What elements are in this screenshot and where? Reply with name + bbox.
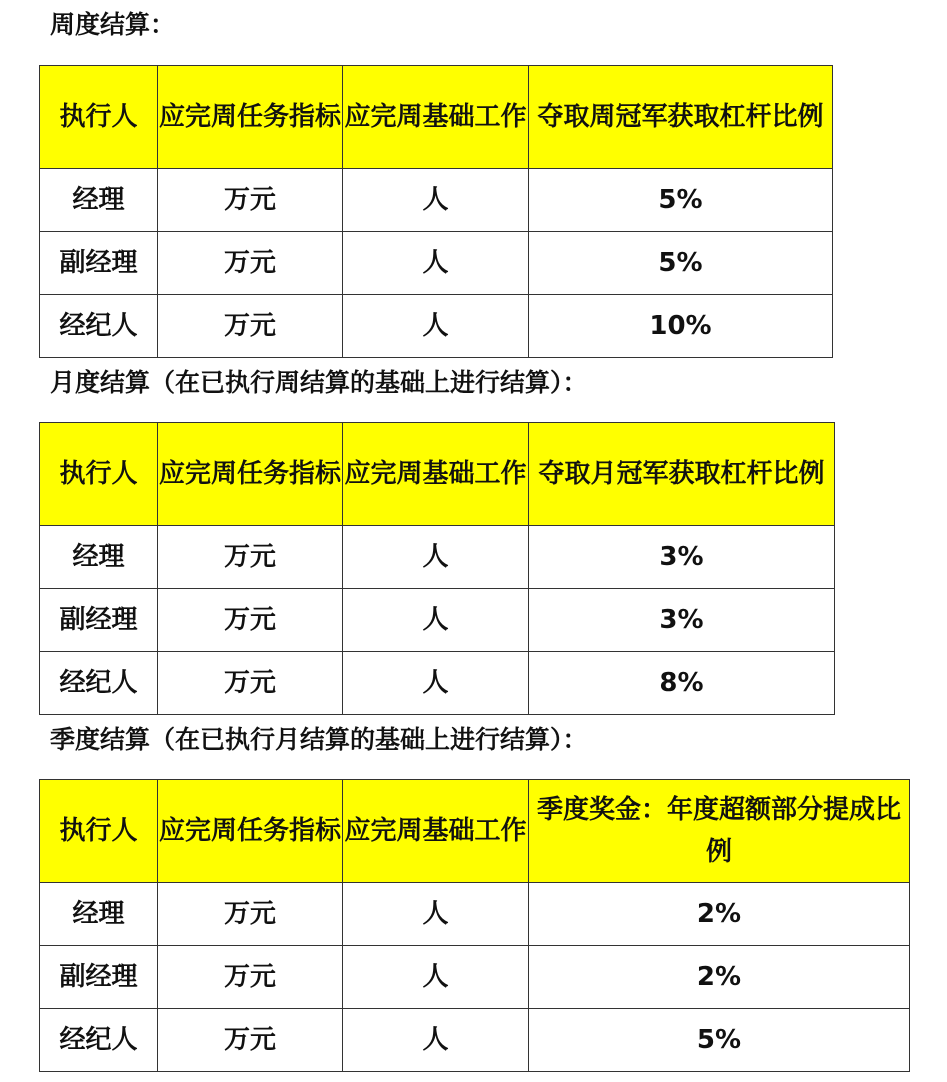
cell-executor: 经纪人 [40,1009,158,1072]
cell-ratio: 3% [529,589,835,652]
header-weekly-task-target: 应完周任务指标 [158,780,343,883]
header-weekly-basic-work: 应完周基础工作 [343,66,529,169]
cell-task-target: 万元 [158,1009,343,1072]
section-title-quarterly: 季度结算（在已执行月结算的基础上进行结算）： [50,725,588,754]
table-row [40,526,835,589]
table-header-row [40,423,835,526]
cell-executor: 经纪人 [40,295,158,358]
header-weekly-basic-work: 应完周基础工作 [343,780,529,883]
cell-basic-work: 人 [343,295,529,358]
header-weekly-task-target: 应完周任务指标 [158,66,343,169]
cell-executor: 副经理 [40,946,158,1009]
cell-basic-work: 人 [343,1009,529,1072]
cell-basic-work: 人 [343,589,529,652]
quarterly-settlement-table [39,779,910,1072]
cell-executor: 经理 [40,526,158,589]
header-weekly-basic-work: 应完周基础工作 [343,423,529,526]
cell-executor: 经理 [40,169,158,232]
section-title-weekly: 周度结算： [50,10,176,39]
cell-task-target: 万元 [158,295,343,358]
monthly-settlement-table [39,422,835,715]
cell-task-target: 万元 [158,526,343,589]
table-row [40,652,835,715]
cell-basic-work: 人 [343,946,529,1009]
table-header-row [40,66,833,169]
header-leverage-ratio: 夺取周冠军获取杠杆比例 [529,66,833,169]
cell-ratio: 3% [529,526,835,589]
cell-executor: 经纪人 [40,652,158,715]
table-row [40,1009,910,1072]
cell-basic-work: 人 [343,232,529,295]
cell-ratio: 5% [529,169,833,232]
cell-executor: 经理 [40,883,158,946]
cell-ratio: 2% [529,883,910,946]
cell-ratio: 8% [529,652,835,715]
cell-ratio: 10% [529,295,833,358]
cell-ratio: 5% [529,1009,910,1072]
header-leverage-ratio: 夺取月冠军获取杠杆比例 [529,423,835,526]
header-weekly-task-target: 应完周任务指标 [158,423,343,526]
cell-executor: 副经理 [40,232,158,295]
cell-task-target: 万元 [158,232,343,295]
cell-basic-work: 人 [343,883,529,946]
cell-task-target: 万元 [158,652,343,715]
cell-basic-work: 人 [343,169,529,232]
table-header-row [40,780,910,883]
cell-ratio: 5% [529,232,833,295]
table-row [40,169,833,232]
table-row [40,946,910,1009]
cell-basic-work: 人 [343,652,529,715]
cell-executor: 副经理 [40,589,158,652]
cell-basic-work: 人 [343,526,529,589]
header-executor: 执行人 [40,66,158,169]
cell-task-target: 万元 [158,946,343,1009]
table-row [40,883,910,946]
cell-task-target: 万元 [158,589,343,652]
table-row [40,589,835,652]
table-row [40,232,833,295]
weekly-settlement-table [39,65,833,358]
header-bonus-ratio: 季度奖金：年度超额部分提成比例 [529,780,910,883]
section-title-monthly: 月度结算（在已执行周结算的基础上进行结算）： [50,368,588,397]
cell-task-target: 万元 [158,169,343,232]
cell-task-target: 万元 [158,883,343,946]
table-row [40,295,833,358]
header-executor: 执行人 [40,780,158,883]
cell-ratio: 2% [529,946,910,1009]
header-executor: 执行人 [40,423,158,526]
